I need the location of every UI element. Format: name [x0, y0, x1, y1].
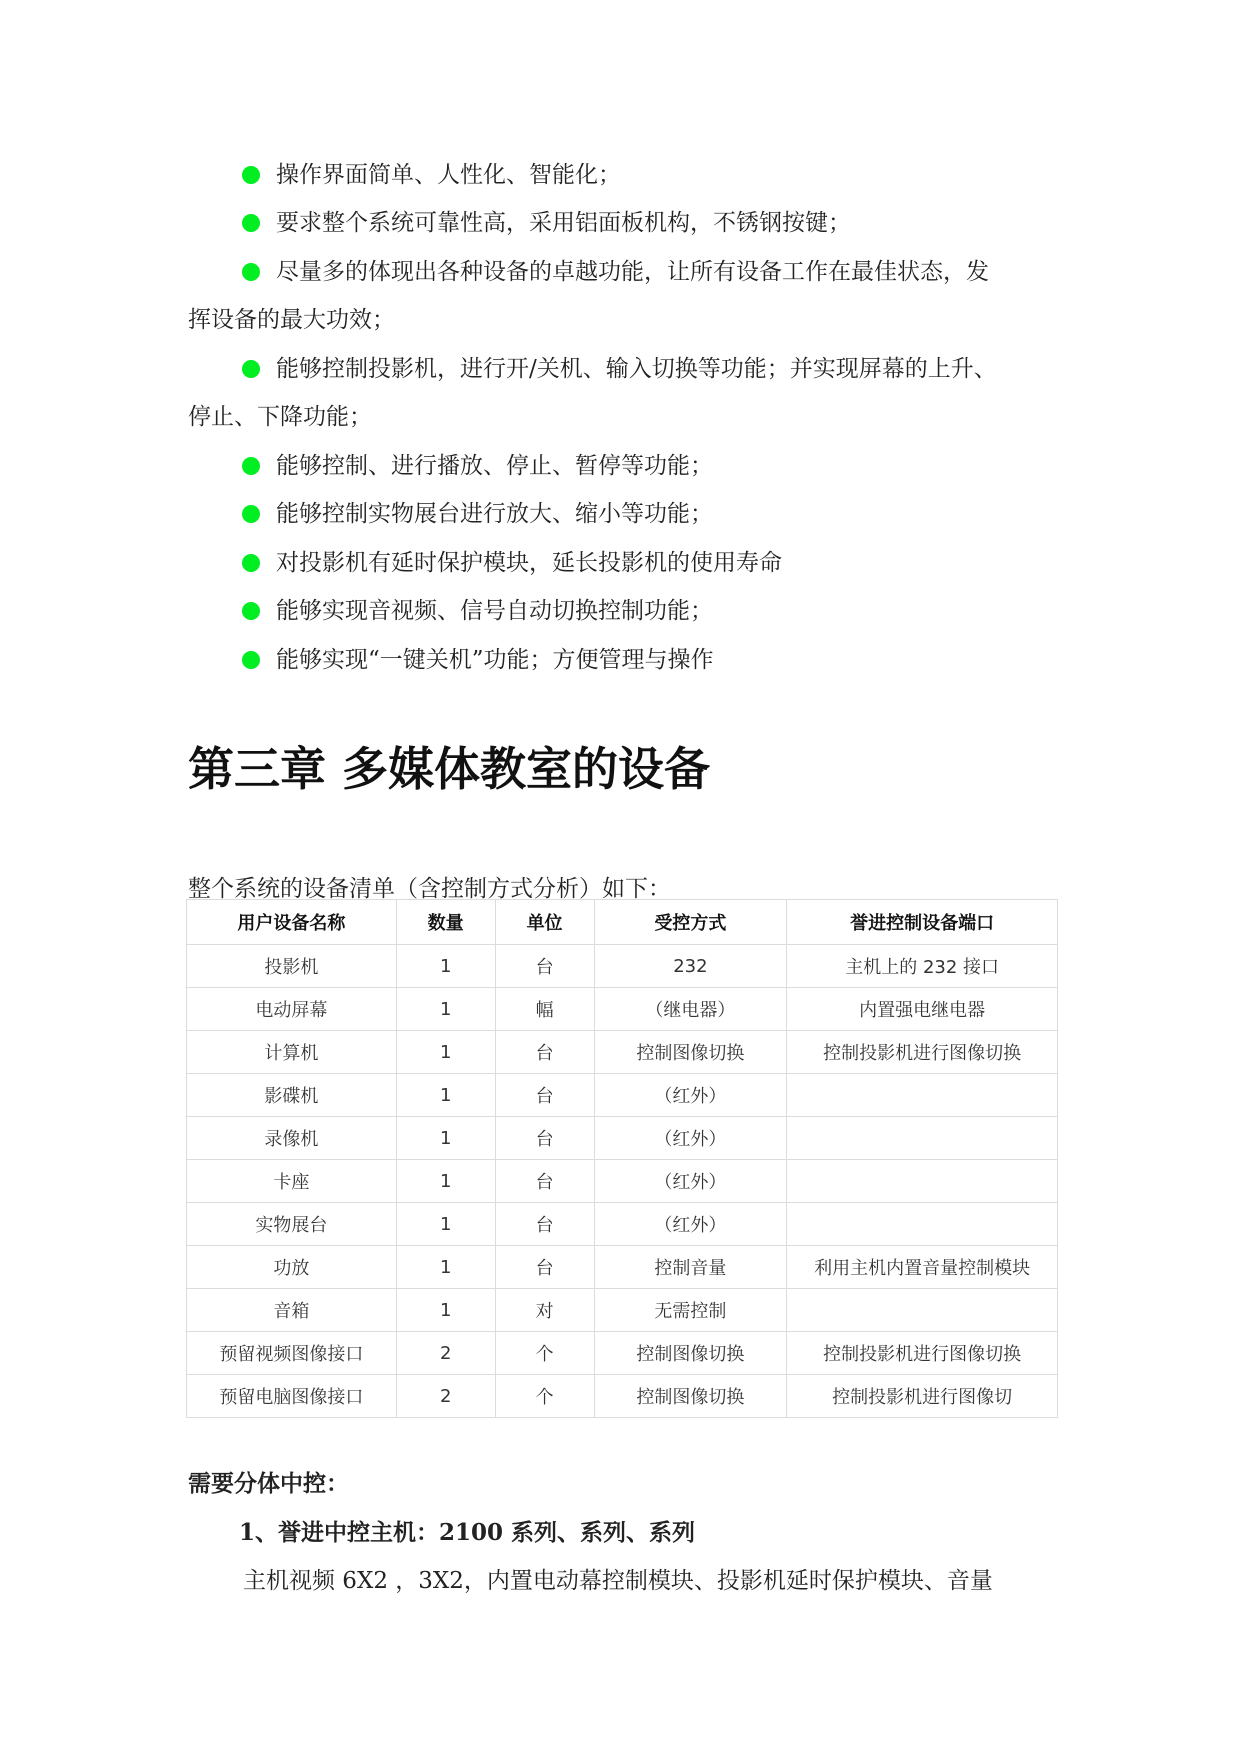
- table-cell: 对: [495, 1289, 594, 1332]
- table-row: [187, 1031, 1058, 1074]
- bullet-text: 能够实现音视频、信号自动切换控制功能；: [276, 598, 713, 624]
- table-cell: 音箱: [187, 1289, 397, 1332]
- table-cell: 232: [594, 945, 787, 988]
- table-cell: 台: [495, 1117, 594, 1160]
- table-body: [187, 945, 1058, 1418]
- table-row: [187, 945, 1058, 988]
- table-cell: 主机上的 232 接口: [787, 945, 1058, 988]
- table-cell: [787, 1074, 1058, 1117]
- table-cell: 台: [495, 1203, 594, 1246]
- table-row: [187, 988, 1058, 1031]
- table-cell: 1: [396, 1117, 495, 1160]
- table-cell: 台: [495, 1074, 594, 1117]
- table-cell: 1: [396, 1160, 495, 1203]
- table-cell: 控制投影机进行图像切换: [787, 1031, 1058, 1074]
- table-row: [187, 1246, 1058, 1289]
- table-cell: （红外）: [594, 1160, 787, 1203]
- table-row: [187, 1117, 1058, 1160]
- table-cell: 1: [396, 988, 495, 1031]
- table-row: [187, 1332, 1058, 1375]
- table-row: [187, 1160, 1058, 1203]
- header-cell: 受控方式: [594, 900, 787, 945]
- bullet-text: 尽量多的体现出各种设备的卓越功能，让所有设备工作在最佳状态，发: [276, 259, 989, 285]
- table-cell: 控制图像切换: [594, 1031, 787, 1074]
- header-cell: 用户设备名称: [187, 900, 397, 945]
- table-cell: 录像机: [187, 1117, 397, 1160]
- table-cell: 1: [396, 945, 495, 988]
- table-row: [187, 1203, 1058, 1246]
- bullet-dot-icon: [242, 554, 260, 572]
- table-cell: 控制投影机进行图像切: [787, 1375, 1058, 1418]
- table-cell: 1: [396, 1203, 495, 1246]
- table-cell: 控制图像切换: [594, 1375, 787, 1418]
- table-cell: [787, 1160, 1058, 1203]
- table-cell: （红外）: [594, 1203, 787, 1246]
- bullet-text: 操作界面简单、人性化、智能化；: [276, 162, 621, 188]
- table-cell: 影碟机: [187, 1074, 397, 1117]
- table-cell: 计算机: [187, 1031, 397, 1074]
- table-cell: [787, 1289, 1058, 1332]
- table-cell: （红外）: [594, 1117, 787, 1160]
- table-cell: 1: [396, 1246, 495, 1289]
- table-cell: 台: [495, 1160, 594, 1203]
- table-cell: 卡座: [187, 1160, 397, 1203]
- bullet-text: 要求整个系统可靠性高，采用铝面板机构，不锈钢按键；: [276, 210, 851, 236]
- table-cell: 控制音量: [594, 1246, 787, 1289]
- table-cell: 1: [396, 1289, 495, 1332]
- table-cell: 预留视频图像接口: [187, 1332, 397, 1375]
- header-cell: 誉进控制设备端口: [787, 900, 1058, 945]
- bullet-text-continued: 挥设备的最大功效；: [188, 307, 395, 333]
- table-cell: （红外）: [594, 1074, 787, 1117]
- bullet-dot-icon: [242, 651, 260, 669]
- table-cell: 个: [495, 1332, 594, 1375]
- bullet-dot-icon: [242, 457, 260, 475]
- table-cell: 投影机: [187, 945, 397, 988]
- paragraph: 主机视频 6X2 ，3X2，内置电动幕控制模块、投影机延时保护模块、音量: [243, 1568, 993, 1594]
- bullet-dot-icon: [242, 505, 260, 523]
- table-cell: [787, 1203, 1058, 1246]
- bullet-text: 对投影机有延时保护模块，延长投影机的使用寿命: [276, 550, 782, 576]
- table-cell: 幅: [495, 988, 594, 1031]
- table-cell: 2: [396, 1332, 495, 1375]
- table-cell: 实物展台: [187, 1203, 397, 1246]
- table-cell: 内置强电继电器: [787, 988, 1058, 1031]
- table-cell: 台: [495, 1031, 594, 1074]
- table-cell: 电动屏幕: [187, 988, 397, 1031]
- section-heading: 需要分体中控：: [188, 1470, 349, 1497]
- bullet-text: 能够实现“一键关机”功能；方便管理与操作: [276, 647, 714, 673]
- table-header-row: [187, 900, 1058, 945]
- table-cell: 个: [495, 1375, 594, 1418]
- table-cell: 利用主机内置音量控制模块: [787, 1246, 1058, 1289]
- table-intro: 整个系统的设备清单（含控制方式分析）如下：: [188, 876, 671, 902]
- table-cell: 2: [396, 1375, 495, 1418]
- bullet-text: 能够控制、进行播放、停止、暂停等功能；: [276, 453, 713, 479]
- table-cell: （继电器）: [594, 988, 787, 1031]
- table-cell: 1: [396, 1031, 495, 1074]
- table-cell: 控制投影机进行图像切换: [787, 1332, 1058, 1375]
- equipment-table: [186, 899, 1058, 1418]
- table-cell: 1: [396, 1074, 495, 1117]
- table-cell: 台: [495, 945, 594, 988]
- table-cell: 无需控制: [594, 1289, 787, 1332]
- bullet-dot-icon: [242, 360, 260, 378]
- bullet-text: 能够控制投影机，进行开/关机、输入切换等功能；并实现屏幕的上升、: [276, 356, 997, 382]
- header-cell: 数量: [396, 900, 495, 945]
- table-cell: 台: [495, 1246, 594, 1289]
- bullet-text-continued: 停止、下降功能；: [188, 404, 372, 430]
- table-row: [187, 1074, 1058, 1117]
- bullet-dot-icon: [242, 263, 260, 281]
- bullet-dot-icon: [242, 166, 260, 184]
- header-cell: 单位: [495, 900, 594, 945]
- bullet-dot-icon: [242, 214, 260, 232]
- table-row: [187, 1375, 1058, 1418]
- bullet-text: 能够控制实物展台进行放大、缩小等功能；: [276, 501, 713, 527]
- chapter-title: 第三章 多媒体教室的设备: [188, 742, 711, 796]
- table-cell: 功放: [187, 1246, 397, 1289]
- sub-heading: 1、誉进中控主机：2100 系列、系列、系列: [239, 1519, 696, 1546]
- table-cell: 预留电脑图像接口: [187, 1375, 397, 1418]
- table-cell: 控制图像切换: [594, 1332, 787, 1375]
- bullet-dot-icon: [242, 602, 260, 620]
- table-row: [187, 1289, 1058, 1332]
- table-cell: [787, 1117, 1058, 1160]
